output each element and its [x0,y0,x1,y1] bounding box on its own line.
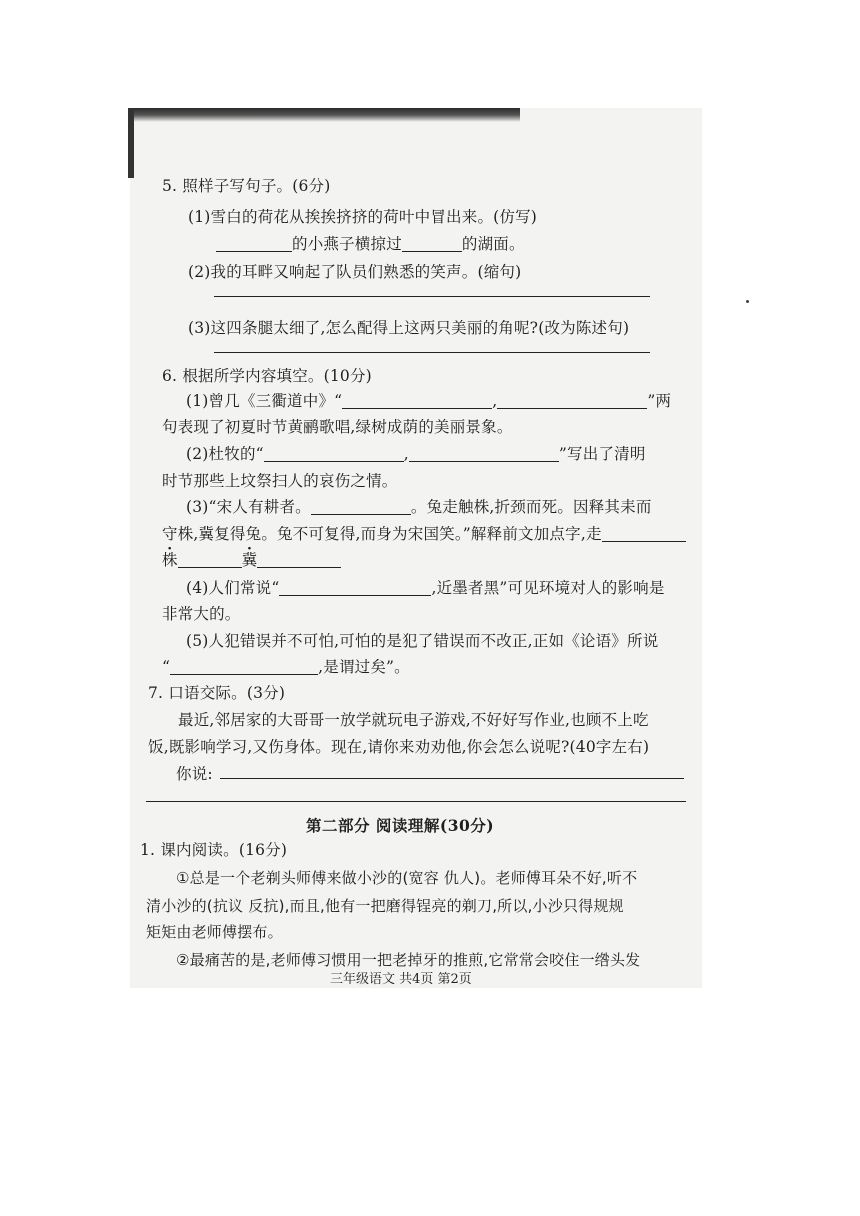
q6-item-4-line2: 非常大的。 [162,605,241,623]
q6-item-2-comma: , [403,445,409,463]
q7-answer-label: 你说: [176,765,213,783]
q6-item-4-suffix: ,近墨者黑”可见环境对人的影响是 [431,579,665,597]
q7-answer-line-2[interactable] [146,801,686,802]
q6-item-5-suffix: ,是谓过矣”。 [318,658,410,676]
q5-mid-text: 的小燕子横掠过 [292,235,402,253]
q5-answer-line-2[interactable] [214,296,650,297]
part2-q1-title: 1. 课内阅读。(16分) [140,841,288,859]
q6-blank-2b[interactable] [409,445,559,462]
q6-item-2 [186,444,646,464]
reading-para1-line2: 清小沙的(抗议 反抗),而且,他有一把磨得锃亮的剃刀,所以,小沙只得规规 [146,897,624,915]
q6-item-4 [186,578,665,598]
q5-end-text: 的湖面。 [461,235,525,253]
q5-sentence-1: (1)雪白的荷花从挨挨挤挤的荷叶中冒出来。(仿写) [188,208,538,226]
q6-blank-5[interactable] [170,658,318,675]
page-footer: 三年级语文 共4页 第2页 [330,972,472,987]
reading-para2-line1: ②最痛苦的是,老师傅习惯用一把老掉牙的推煎,它常常会咬住一绺头发 [176,951,641,969]
q7-title: 7. 口语交际。(3分) [148,684,286,702]
q6-title: 6. 根据所学内容填空。(10分) [162,367,372,385]
q6-item-3-line2-text: 守株,冀复得兔。兔不可复得,而身为宋国笑。”解释前文加点字,走 [162,525,602,543]
q7-answer-line-1[interactable] [220,778,684,779]
q6-item-2-prefix: (2)杜牧的“ [186,445,264,463]
q6-blank-zou[interactable] [602,525,686,542]
q6-item-5: (5)人犯错误并不可怕,可怕的是犯了错误而不改正,正如《论语》所说 [186,632,659,650]
q5-title: 5. 照样子写句子。(6分) [162,177,331,195]
reading-para1-line1: ①总是一个老剃头师傅来做小沙的(宽容 仇人)。老师傅耳朵不好,听不 [176,869,638,887]
q6-blank-ji[interactable] [257,551,341,568]
q6-item-1-suffix: ”两 [647,392,672,410]
q6-item-3-line2 [162,524,686,544]
q6-item-2-suffix: ”写出了清明 [558,445,646,463]
q5-sentence-1-answer [216,234,525,254]
q6-blank-1b[interactable] [497,392,647,409]
q6-item-4-prefix: (4)人们常说“ [186,579,280,597]
q6-item-1-comma: , [492,392,498,410]
q6-item-3-prefix: (3)“宋人有耕者。 [186,498,311,516]
q6-blank-1a[interactable] [342,392,492,409]
scan-speck [746,300,749,303]
q6-item-3-suffix: 。兔走触株,折颈而死。因释其耒而 [410,498,652,516]
q5-blank-1[interactable] [216,235,292,252]
q6-item-1 [186,391,671,411]
scan-edge-shadow-left [128,108,134,178]
q6-blank-3[interactable] [311,498,411,515]
q6-blank-4[interactable] [279,579,431,596]
q6-item-5-prefix: “ [162,658,171,676]
q6-item-2-line2: 时节那些上坟祭扫人的哀伤之情。 [162,472,398,490]
q7-line-1: 最近,邻居家的大哥哥一放学就玩电子游戏,不好好写作业,也顾不上吃 [178,711,649,729]
q7-line-2: 饭,既影响学习,又伤身体。现在,请你来劝劝他,你会怎么说呢?(40字左右) [148,738,650,756]
q6-item-3-line3 [162,550,341,570]
q5-sentence-3: (3)这四条腿太细了,怎么配得上这两只美丽的角呢?(改为陈述句) [188,319,630,337]
q5-sentence-2: (2)我的耳畔又响起了队员们熟悉的笑声。(缩句) [188,263,522,281]
q6-dotted-ji: 冀 [241,551,258,569]
reading-para1-line3: 矩矩由老师傅摆布。 [146,923,283,941]
q6-item-5-line2 [162,657,410,677]
q6-item-3 [186,497,652,517]
q6-blank-2a[interactable] [264,445,404,462]
q6-item-1-prefix: (1)曾几《三衢道中》“ [186,392,343,410]
part2-heading: 第二部分 阅读理解(30分) [306,816,495,835]
scan-edge-shadow [130,108,520,122]
q6-blank-zhu[interactable] [178,551,242,568]
q6-item-1-line2: 句表现了初夏时节黄鹂歌唱,绿树成荫的美丽景象。 [162,418,513,436]
q5-answer-line-3[interactable] [214,352,650,353]
q5-blank-2[interactable] [402,235,462,252]
q6-dotted-zhu: 株 [162,551,178,569]
